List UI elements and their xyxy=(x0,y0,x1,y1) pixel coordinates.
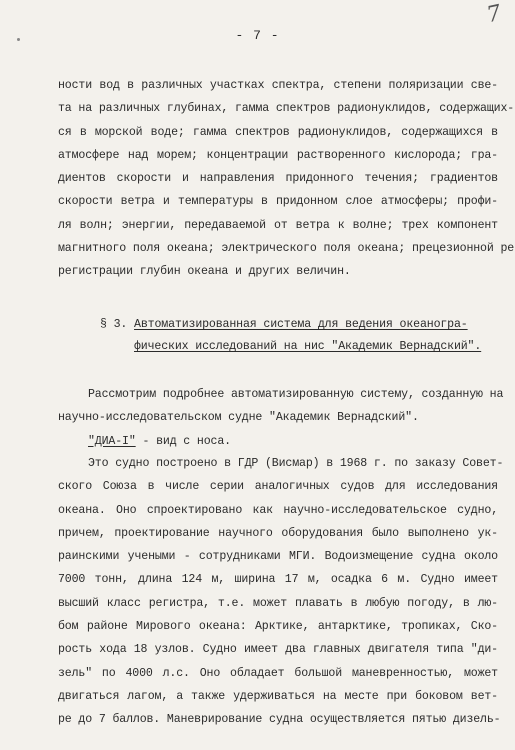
text-line: причем, проектирование научного оборудования было выполнено ук- xyxy=(58,526,498,540)
text-line: магнитного поля океана; электрического поля океана; прецезионной ре xyxy=(58,242,515,256)
paragraph-continuation xyxy=(58,74,515,284)
text-line: рость хода 18 узлов. Судно имеет два главных двигателя типа "ди- xyxy=(58,643,498,657)
text-line: двигаться лагом, а также удерживаться на месте при боковом вет- xyxy=(58,689,498,703)
text-line: диентов скорости и направления придонного течения; градиентов xyxy=(58,172,498,186)
paragraph-ship-description xyxy=(58,452,504,732)
text-line: ля волн; энергии, передаваемой от ветра к волне; трех компонент xyxy=(58,218,498,232)
text-line: океана. Оно спроектировано как научно-исследовательское судно, xyxy=(58,503,498,517)
text-line: регистрации глубин океана и других величин. xyxy=(58,265,351,279)
text-line: та на различных глубинах, гамма спектров радионуклидов, содержащих- xyxy=(58,102,515,116)
text-line: ся в морской воде; гамма спектров радионуклидов, содержащихся в xyxy=(58,125,498,139)
text-line: ности вод в различных участках спектра, степени поляризации све- xyxy=(58,79,498,92)
text-line: Рассмотрим подробнее автоматизированную систему, созданную на xyxy=(88,388,504,401)
caption-name: "ДИА-I" xyxy=(88,434,136,448)
text-line: научно-исследовательском судне "Академик Вернадский". xyxy=(58,411,419,425)
text-line: ре до 7 баллов. Маневрирование судна осуществляется пятью дизель- xyxy=(58,713,501,727)
text-line: бом районе Мирового океана: Арктике, антарктике, тропиках, Ско- xyxy=(58,620,498,634)
text-line: высший класс регистра, т.е. может плавать в любую погоду, в лю- xyxy=(58,596,498,610)
text-line: зель" по 4000 л.с. Оно обладает большой маневренностью, может xyxy=(58,666,498,680)
figure-caption xyxy=(58,430,498,453)
text-line: Это судно построено в ГДР (Висмар) в 1968 г. по заказу Совет- xyxy=(88,457,504,470)
text-line: ского Союза в числе серии аналогичных судов для исследования xyxy=(58,480,498,494)
text-line: скорости ветра и температуры в придонном слое атмосферы; профи- xyxy=(58,195,498,209)
section-title-line: Автоматизированная система для ведения океаногра- xyxy=(134,318,468,331)
caption-text: - вид с носа. xyxy=(135,434,231,448)
section-heading xyxy=(100,314,495,358)
paragraph-intro xyxy=(58,383,504,453)
section-title-line: фических исследований на нис "Академик Вернадский". xyxy=(134,340,482,353)
text-line: атмосфере над морем; концентрации растворенного кислорода; гра- xyxy=(58,148,498,162)
text-line: 7000 тонн, длина 124 м, ширина 17 м, осадка 6 м. Судно имеет xyxy=(58,573,498,587)
handwritten-page-mark: 7 xyxy=(484,0,504,29)
page-number: - 7 - xyxy=(235,28,280,43)
text-line: раинскими учеными - сотрудниками МГИ. Водоизмещение судна около xyxy=(58,550,498,564)
section-number: § 3. xyxy=(100,318,128,331)
